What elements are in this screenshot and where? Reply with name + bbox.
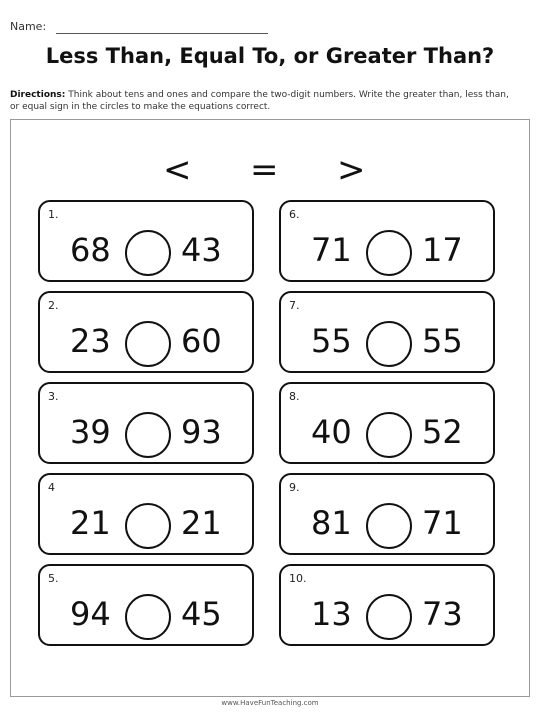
- answer-circle[interactable]: [125, 321, 171, 367]
- answer-circle[interactable]: [366, 321, 412, 367]
- problem-card-6: [279, 200, 495, 282]
- right-number: 52: [422, 413, 463, 451]
- directions-text: Think about tens and ones and compare the two-digit numbers. Write the greater than, less than, or equal sign in the circles to make the equations correct.: [10, 90, 509, 112]
- less-than-symbol: <: [163, 150, 192, 190]
- right-number: 93: [181, 413, 222, 451]
- problem-number: 9.: [289, 481, 300, 494]
- directions-label: Directions:: [10, 90, 66, 100]
- right-number: 17: [422, 231, 463, 269]
- problem-card-4: [38, 473, 254, 555]
- problem-card-5: [38, 564, 254, 646]
- answer-circle[interactable]: [125, 230, 171, 276]
- problem-number: 10.: [289, 572, 307, 585]
- left-number: 40: [311, 413, 352, 451]
- problem-card-3: [38, 382, 254, 464]
- left-number: 13: [311, 595, 352, 633]
- problem-number: 4: [48, 481, 55, 494]
- problem-card-9: [279, 473, 495, 555]
- left-number: 21: [70, 504, 111, 542]
- right-number: 60: [181, 322, 222, 360]
- right-number: 73: [422, 595, 463, 633]
- problem-number: 7.: [289, 299, 300, 312]
- problem-card-8: [279, 382, 495, 464]
- footer-credit: www.HaveFunTeaching.com: [221, 699, 319, 707]
- left-number: 55: [311, 322, 352, 360]
- answer-circle[interactable]: [125, 412, 171, 458]
- left-number: 68: [70, 231, 111, 269]
- problem-number: 8.: [289, 390, 300, 403]
- left-number: 39: [70, 413, 111, 451]
- left-number: 94: [70, 595, 111, 633]
- right-number: 43: [181, 231, 222, 269]
- answer-circle[interactable]: [125, 594, 171, 640]
- problem-card-2: [38, 291, 254, 373]
- problem-number: 3.: [48, 390, 59, 403]
- left-number: 71: [311, 231, 352, 269]
- problem-card-7: [279, 291, 495, 373]
- problem-number: 6.: [289, 208, 300, 221]
- greater-than-symbol: >: [337, 150, 366, 190]
- right-number: 71: [422, 504, 463, 542]
- problem-number: 2.: [48, 299, 59, 312]
- answer-circle[interactable]: [366, 594, 412, 640]
- right-number: 21: [181, 504, 222, 542]
- right-number: 45: [181, 595, 222, 633]
- symbol-key: [0, 150, 540, 190]
- directions: [10, 89, 520, 113]
- answer-circle[interactable]: [366, 230, 412, 276]
- worksheet-title: Less Than, Equal To, or Greater Than?: [45, 44, 495, 68]
- answer-circle[interactable]: [366, 503, 412, 549]
- right-number: 55: [422, 322, 463, 360]
- answer-circle[interactable]: [366, 412, 412, 458]
- answer-circle[interactable]: [125, 503, 171, 549]
- problem-card-10: [279, 564, 495, 646]
- left-number: 23: [70, 322, 111, 360]
- problem-number: 5.: [48, 572, 59, 585]
- left-number: 81: [311, 504, 352, 542]
- problem-number: 1.: [48, 208, 59, 221]
- name-field[interactable]: [56, 33, 268, 34]
- equal-symbol: =: [250, 150, 279, 190]
- name-label: Name:: [10, 20, 47, 33]
- problem-card-1: [38, 200, 254, 282]
